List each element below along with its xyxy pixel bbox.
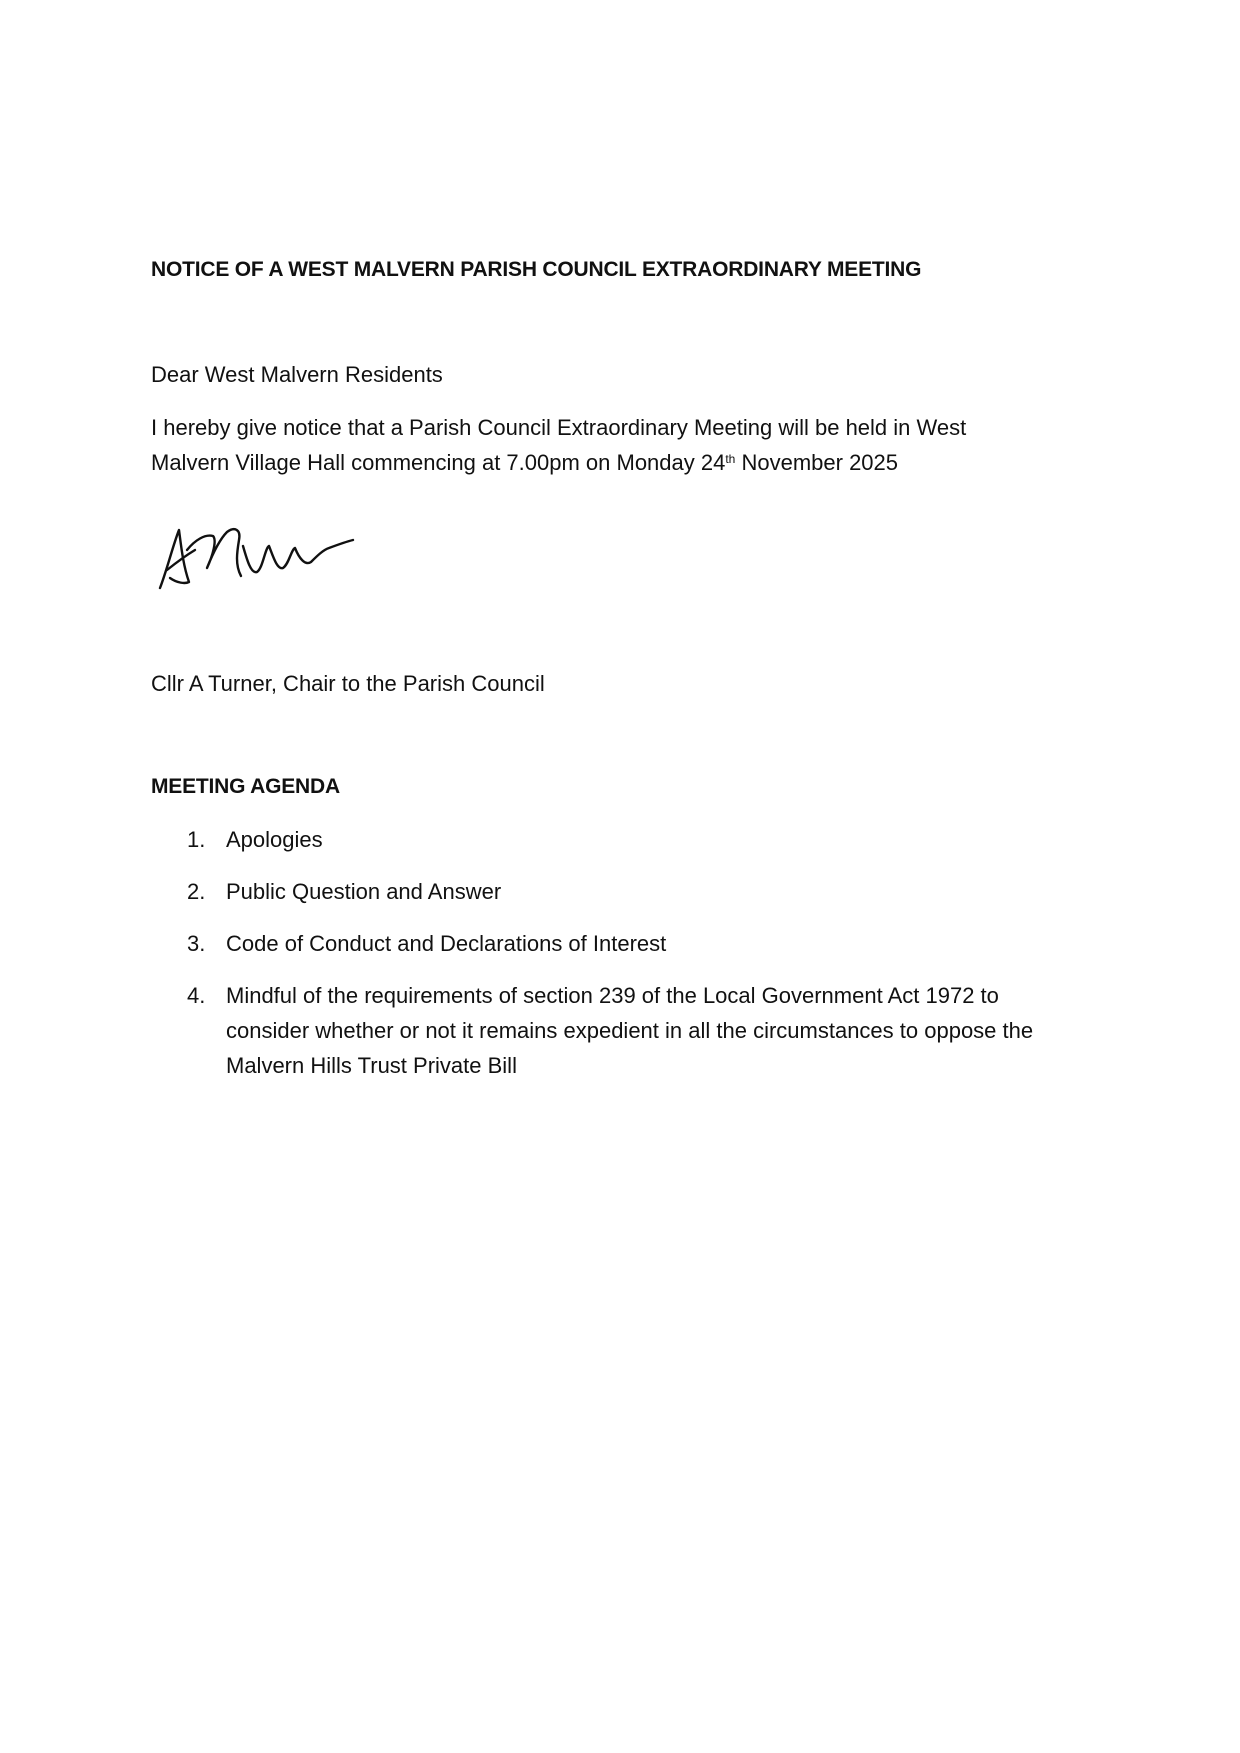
agenda-item-text: Public Question and Answer bbox=[226, 879, 502, 904]
notice-date-prefix: Malvern Village Hall commencing at 7.00pm on Monday 24 bbox=[151, 450, 726, 475]
agenda-item bbox=[151, 926, 1086, 961]
notice-date-suffix: November 2025 bbox=[735, 450, 899, 475]
ordinal-suffix: th bbox=[725, 452, 736, 466]
agenda-heading: MEETING AGENDA bbox=[151, 775, 340, 798]
signature-stroke-a bbox=[160, 530, 189, 588]
signatory: Cllr A Turner, Chair to the Parish Council bbox=[151, 671, 545, 696]
notice-title: NOTICE OF A WEST MALVERN PARISH COUNCIL EXTRAORDINARY MEETING bbox=[151, 258, 922, 281]
notice-paragraph bbox=[151, 410, 966, 480]
agenda-item-number: 3. bbox=[187, 931, 206, 956]
signature-stroke-urner bbox=[243, 540, 353, 572]
notice-line-2 bbox=[151, 445, 966, 480]
agenda-item bbox=[151, 978, 1086, 1083]
agenda-list bbox=[151, 822, 1086, 1100]
agenda-item-number: 1. bbox=[187, 827, 206, 852]
signature-stroke-t bbox=[187, 529, 241, 576]
agenda-item-text: Mindful of the requirements of section 239 of the Local Government Act 1972 to consider whether or not it remains expedient in all the circumstances to oppose the Malvern Hills Trust Private Bill bbox=[226, 983, 1034, 1078]
agenda-item bbox=[151, 874, 1086, 909]
greeting: Dear West Malvern Residents bbox=[151, 362, 443, 387]
notice-line-1: I hereby give notice that a Parish Council Extraordinary Meeting will be held in West bbox=[151, 415, 967, 440]
agenda-item-text: Apologies bbox=[226, 827, 323, 852]
agenda-item-number: 4. bbox=[187, 983, 206, 1008]
agenda-item-text: Code of Conduct and Declarations of Interest bbox=[226, 931, 667, 956]
agenda-item-number: 2. bbox=[187, 879, 206, 904]
agenda-item bbox=[151, 822, 1086, 857]
handwritten-signature bbox=[155, 510, 355, 592]
